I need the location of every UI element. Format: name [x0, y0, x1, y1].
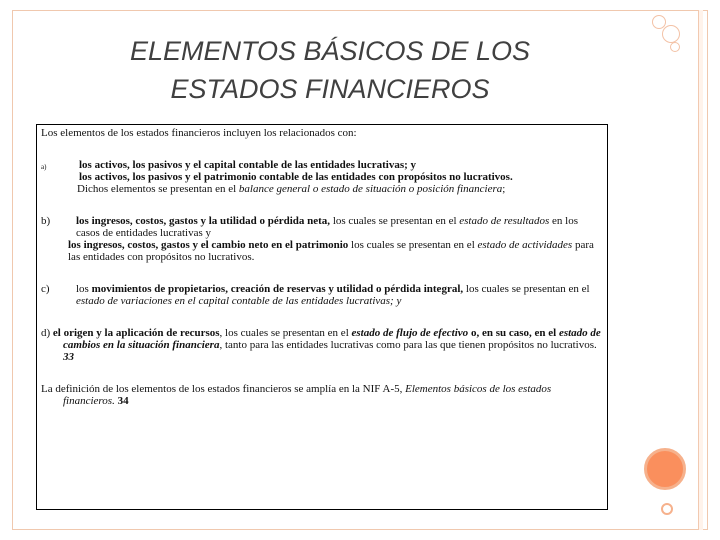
item-a-line-2: los activos, los pasivos y el patrimonio contable de las entidades con propósitos no lucrativos. [79, 171, 513, 183]
slide-title [60, 32, 600, 108]
title-line-1: ELEMENTOS BÁSICOS DE LOS [129, 36, 531, 66]
item-marker-a: a) [41, 163, 47, 171]
decor-circle-small [661, 503, 673, 515]
list-item-a [41, 159, 603, 195]
item-c-text: los movimientos de propietarios, creación de reservas y utilidad o pérdida integral, los cuales se presentan en el estado de variaciones en el capital contable de las entidades lucrativas; y [76, 283, 590, 307]
decor-circle-top-3 [670, 42, 680, 52]
list-item-d: d) el origen y la aplicación de recursos, los cuales se presentan en el estado de flujo de efectivo o, en su caso, en el estado de cambios en la situación financiera, tanto para las entidades lucrativas como para las que tienen propósitos no lucrativos. 33 [41, 327, 601, 363]
decor-circle-top-2 [662, 25, 680, 43]
intro-text: Los elementos de los estados financieros incluyen los relacionados con: [41, 127, 357, 139]
item-marker-d: d) [41, 327, 51, 339]
list-item-b [41, 215, 603, 263]
closing-text: La definición de los elementos de los estados financieros se amplía en la NIF A-5, Elementos básicos de los estados financieros. 34 [41, 383, 552, 407]
item-a-line-1: los activos, los pasivos y el capital contable de las entidades lucrativas; y [79, 159, 417, 171]
item-a-line-3: Dichos elementos se presentan en el balance general o estado de situación o posición financiera; [77, 183, 506, 195]
item-b-part-1: los ingresos, costos, gastos y la utilidad o pérdida neta, los cuales se presentan en el estado de resultados en los casos de entidades lucrativas y [76, 215, 579, 239]
list-item-c [41, 283, 603, 307]
item-b-part-2: los ingresos, costos, gastos y el cambio neto en el patrimonio los cuales se presentan en el estado de actividades para las entidades con propósitos no lucrativos. [68, 239, 594, 263]
side-rail-line [698, 10, 699, 530]
content-box [36, 124, 608, 510]
item-marker-b: b) [41, 215, 51, 227]
decor-circle-orange [644, 448, 686, 490]
title-line-2: ESTADOS FINANCIEROS [170, 74, 490, 104]
item-marker-c: c) [41, 283, 50, 295]
side-rail [699, 10, 703, 530]
